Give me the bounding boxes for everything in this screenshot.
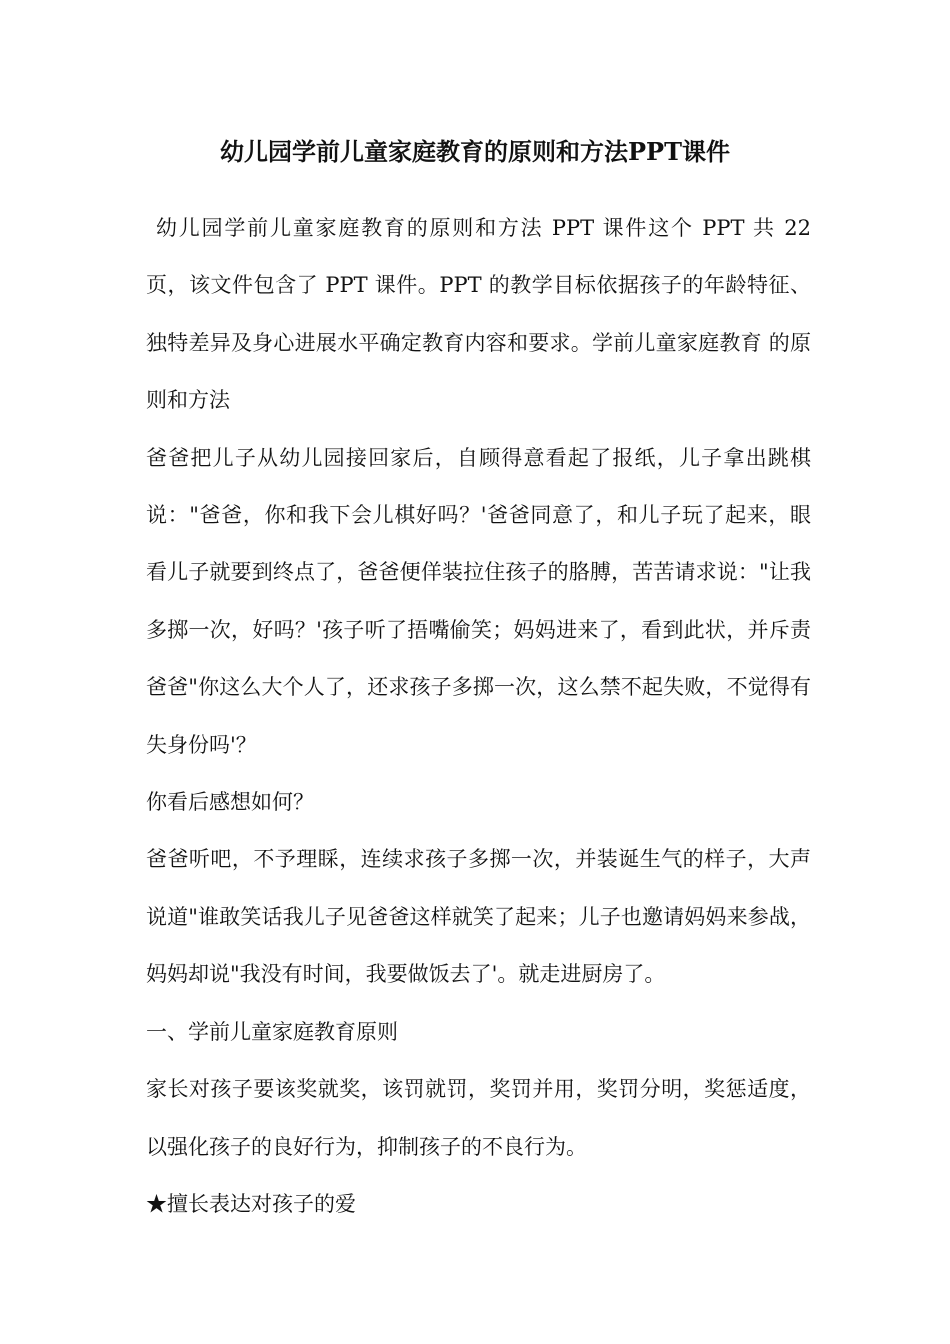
question-paragraph: 你看后感想如何？ — [146, 790, 314, 815]
story-paragraph: 爸爸把儿子从幼儿园接回家后，自顾得意看起了报纸，儿子拿出跳棋说："爸爸，你和我下会儿棋好吗？'爸爸同意了，和儿子玩了起来，眼看儿子就要到终点了，爸爸便佯装拉住孩子的胳膊，苦苦请求说："让我多掷一次，好吗？'孩子听了捂嘴偷笑；妈妈进来了，看到此状，并斥责爸爸"你这么大个人了，还求孩子多掷一次，这么禁不起失败，不觉得有失身份吗'？ — [146, 445, 811, 757]
document-body — [146, 200, 811, 1233]
star-subheading: ★擅长表达对孩子的爱 — [146, 1191, 356, 1216]
story-continuation-paragraph: 爸爸听吧，不予理睬，连续求孩子多掷一次，并装诞生气的样子，大声说道"谁敢笑话我儿子见爸爸这样就笑了起来；儿子也邀请妈妈来参战，妈妈却说"我没有时间，我要做饭去了'。就走进厨房了。 — [146, 847, 811, 987]
document-title: 幼儿园学前儿童家庭教育的原则和方法PPT课件 — [220, 137, 730, 166]
section-heading: 一、学前儿童家庭教育原则 — [146, 1019, 398, 1044]
intro-paragraph: 幼儿园学前儿童家庭教育的原则和方法 PPT 课件这个 PPT 共 22 页，该文件包含了 PPT 课件。PPT 的教学目标依据孩子的年龄特征、独特差异及身心进展水平确定教育内容和要求。学前儿童家庭教育 的原则和方法 — [146, 216, 811, 413]
principle-paragraph: 家长对孩子要该奖就奖，该罚就罚，奖罚并用，奖罚分明，奖惩适度，以强化孩子的良好行为，抑制孩子的不良行为。 — [146, 1077, 811, 1159]
